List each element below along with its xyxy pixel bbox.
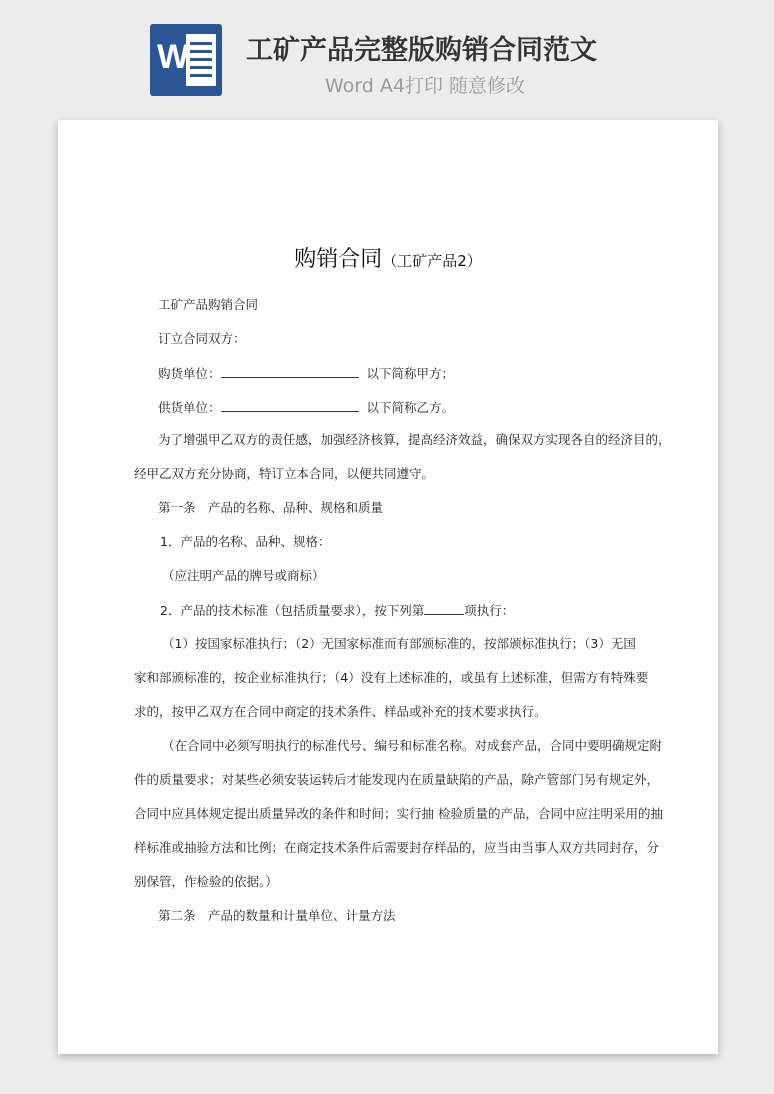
note-line-1: （在合同中必须写明执行的标准代号、编号和标准名称。对成套产品，合同中要明确规定附	[162, 738, 663, 753]
document-title-main: 购销合同	[294, 247, 383, 272]
article-2-heading: 第二条 产品的数量和计量单位、计量方法	[158, 908, 396, 923]
line-parties: 订立合同双方：	[158, 331, 246, 346]
buyer-blank[interactable]	[221, 364, 359, 378]
word-icon	[150, 24, 222, 96]
page-subtitle: Word A4打印 随意修改	[325, 75, 526, 97]
para-intro-1: 为了增强甲乙双方的责任感，加强经济核算，提高经济效益，确保双方实现各自的经济目的，	[158, 432, 671, 447]
item-2	[160, 601, 514, 619]
seller-blank[interactable]	[221, 398, 359, 412]
note-line-4: 样标准或抽验方法和比例；在商定技术条件后需要封存样品的，应当由当事人双方共同封存，分	[134, 840, 660, 855]
note-line-2: 件的质量要求；对某些必须安装运转后才能发现内在质量缺陷的产品，除产管部门另有规定外，	[134, 772, 660, 787]
line-seller	[158, 398, 454, 416]
item-2-text: 2．产品的技术标准（包括质量要求），按下列第	[160, 603, 425, 618]
standards-line-1: （1）按国家标准执行；（2）无国家标准而有部颁标准的，按部颁标准执行；（3）无国	[162, 636, 636, 651]
standards-line-2: 家和部颁标准的，按企业标准执行；（4）没有上述标准的，或虽有上述标准，但需方有特殊要	[134, 670, 649, 685]
document-title	[58, 242, 718, 273]
article-1-heading: 第一条 产品的名称、品种、规格和质量	[158, 500, 384, 515]
line-buyer	[158, 364, 454, 382]
page-title: 工矿产品完整版购销合同范文	[246, 35, 597, 66]
item-2-suffix: 项执行：	[464, 603, 515, 618]
buyer-label: 购货单位：	[158, 366, 221, 381]
seller-label: 供货单位：	[158, 400, 221, 415]
line-heading: 工矿产品购销合同	[158, 297, 259, 312]
note-line-5: 别保管，作检验的依据。）	[134, 874, 278, 889]
buyer-suffix: 以下简称甲方；	[366, 366, 454, 381]
word-icon-letter: W	[157, 38, 190, 76]
document-page	[58, 120, 718, 1054]
header	[0, 0, 774, 118]
item-2-blank[interactable]	[424, 601, 464, 615]
seller-suffix: 以下简称乙方。	[366, 400, 454, 415]
note-line-3: 合同中应具体规定提出质量异改的条件和时间；实行抽 检验质量的产品，合同中应注明采用的抽	[134, 806, 663, 821]
item-1: 1．产品的名称、品种、规格：	[160, 534, 331, 549]
word-icon-sheet	[186, 34, 216, 86]
para-intro-2: 经甲乙双方充分协商，特订立本合同，以便共同遵守。	[134, 466, 435, 481]
item-1-note: （应注明产品的牌号或商标）	[162, 568, 325, 583]
standards-line-3: 求的，按甲乙双方在合同中商定的技术条件、样品或补充的技术要求执行。	[134, 704, 547, 719]
document-title-suffix: （工矿产品2）	[382, 252, 482, 270]
